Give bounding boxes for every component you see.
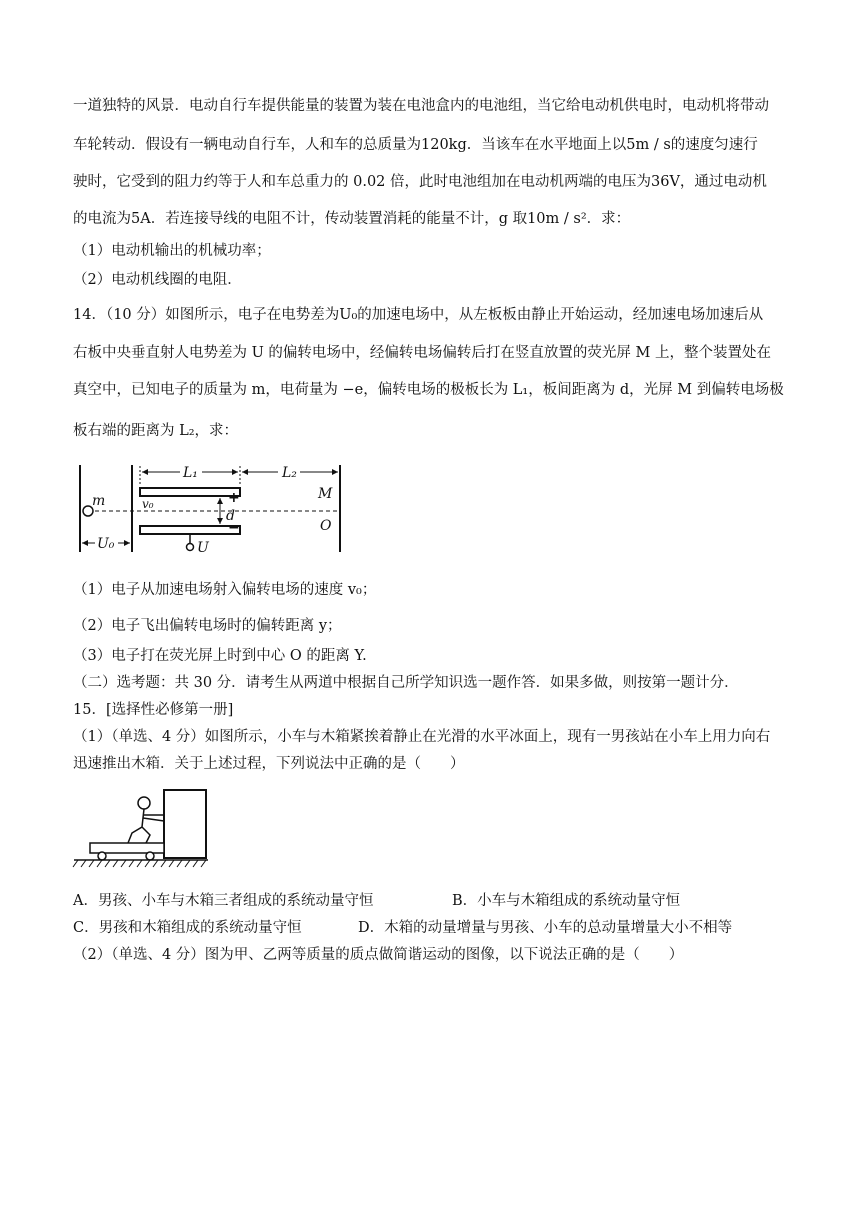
p14-line-4: 板右端的距离为 L₂，求： — [73, 423, 239, 439]
p15-1-line-1: （1）（单选、4 分）如图所示，小车与木箱紧挨着静止在光滑的水平冰面上，现有一男孩站在小车上用力向右 — [73, 729, 771, 745]
option-d[interactable]: D．木箱的动量增量与男孩、小车的总动量增量大小不相等 — [358, 920, 733, 936]
p14-question-1: （1）电子从加速电场射入偏转电场的速度 v₀； — [73, 582, 377, 598]
p13-line-2: 车轮转动．假设有一辆电动自行车，人和车的总质量为120kg．当该车在水平地面上以5m / s的速度匀速行 — [73, 137, 758, 153]
label-m: m — [92, 493, 106, 509]
p13-line-3: 驶时，它受到的阻力约等于人和车总重力的 0.02 倍，此时电池组加在电动机两端的电压为36V，通过电动机 — [73, 174, 767, 190]
p15-1-line-2: 迅速推出木箱．关于上述过程，下列说法中正确的是（ ） — [73, 756, 465, 772]
label-d: d — [226, 508, 235, 524]
p14-question-2: （2）电子飞出偏转电场时的偏转距离 y； — [73, 618, 342, 634]
p13-line-1: 一道独特的风景．电动自行车提供能量的装置为装在电池盒内的电池组，当它给电动机供电时，电动机将带动 — [73, 98, 769, 114]
label-minus: − — [228, 520, 240, 536]
p14-line-1: 14．（10 分）如图所示，电子在电势差为U₀的加速电场中，从左板板由静止开始运动，经加速电场加速后从 — [73, 307, 764, 323]
section-optional-header: （二）选考题：共 30 分．请考生从两道中根据自己所学知识选一题作答．如果多做，则按第一题计分． — [73, 675, 739, 691]
p14-question-3: （3）电子打在荧光屏上时到中心 O 的距离 Y. — [73, 648, 367, 664]
p14-line-3: 真空中，已知电子的质量为 m，电荷量为 −e，偏转电场的极板长为 L₁，板间距离为 d，光屏 M 到偏转电场极 — [73, 382, 784, 398]
p15-title: 15．[选择性必修第一册] — [73, 702, 234, 718]
p15-2-question: （2）（单选、4 分）图为甲、乙两等质量的质点做简谐运动的图像，以下说法正确的是（ ） — [73, 947, 684, 963]
option-a[interactable]: A．男孩、小车与木箱三者组成的系统动量守恒 — [73, 893, 374, 909]
label-L1: L₁ — [183, 465, 198, 481]
option-b[interactable]: B．小车与木箱组成的系统动量守恒 — [452, 893, 681, 909]
label-L2: L₂ — [282, 465, 297, 481]
p14-line-2: 右板中央垂直射人电势差为 U 的偏转电场中，经偏转电场偏转后打在竖直放置的荧光屏 M 上，整个装置处在 — [73, 345, 771, 361]
p13-question-2: （2）电动机线圈的电阻． — [73, 272, 242, 288]
label-U0: U₀ — [97, 536, 115, 552]
label-M: M — [318, 486, 333, 502]
label-v0: v₀ — [142, 497, 154, 511]
p13-question-1: （1）电动机输出的机械功率； — [73, 243, 271, 259]
electron-deflection-diagram — [70, 460, 360, 560]
p13-line-4: 的电流为5A．若连接导线的电阻不计，传动装置消耗的能量不计，g 取10m / s²．求： — [73, 211, 631, 227]
label-U: U — [197, 540, 209, 556]
option-c[interactable]: C．男孩和木箱组成的系统动量守恒 — [73, 920, 302, 936]
label-plus: + — [228, 490, 240, 506]
boy-cart-box-diagram — [72, 785, 212, 875]
label-O: O — [320, 518, 332, 534]
